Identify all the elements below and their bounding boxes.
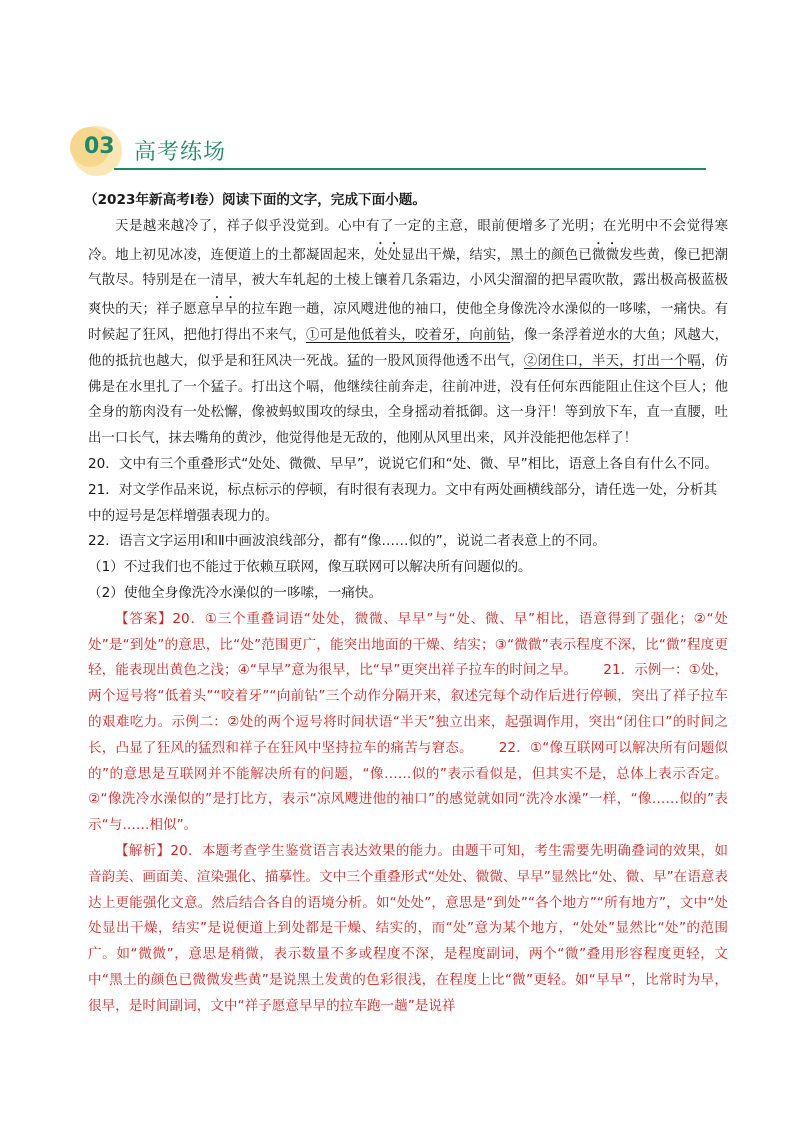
section-title: 高考练场 [134,140,227,165]
passage-text: ，仿佛是在水里扎了一个猛子。打出这个嗝，他继续往前奔走，往前冲进，没有任何东西能阻止住这个巨人；他全身的筋肉没有一处松懈，像被蚂蚁围攻的绿虫，全身摇动着抵御。这一身汗！等到放下车，直一直腰，吐出一口长气，抹去嘴角的黄沙，他觉得他是无敌的，他刚从风里出来，风并没能把他怎样了！ [88,353,729,447]
underlined-sentence-2: ②闭住口，半天，打出一个嗝 [523,353,701,369]
passage-text: 的拉车跑一趟， [237,302,334,318]
answer-20: 20．①三个重叠词语“处处，微微、早早”与“处、微、早”相比，语意得到了强化；②“处处”是“到处”的意思，比“处”范围更广，能突出地面的干燥、结实；③“微微”表示程度不深，比“微”程度更轻，能表现出黄色之浅；④“早早”意为很早，比“早”更突出祥子拉车的时间之早。 [88,610,728,679]
reading-passage [88,214,728,452]
question-21: 21．对文学作品来说，标点标示的停顿，有时很有表现力。文中有两处画横线部分，请任选一处，分析其中的逗号是怎样增强表现力的。 [88,481,718,524]
passage-text: 显出干燥，结实，黑土的颜色已 [401,247,593,263]
question-20: 20．文中有三个重叠形式“处处、微微、早早”，说说它们和“处、微、早”相比，语意上各自有什么不同。 [88,455,718,472]
passage-text: 天是越来越冷了，祥子似乎没觉到。心中有了一定的主意，眼前便增多了光明；在光明中不会觉得寒冷。地上初见冰凌，连便道上的土都凝固起来， [88,218,728,263]
reduplicated-word: 早早 [210,302,238,318]
passage-text: 。有时候起了狂风，把他打得出不来气， [88,302,729,343]
underlined-sentence-1: ①可是他低着头，咬着牙，向前钻 [305,327,511,343]
answer-22: 22．①“像互联网可以解决所有问题似的”的意思是互联网并不能解决所有的问题，“像……似的”表示看似是，但其实不是，总体上表示否定。②“像洗冷水澡似的”是打比方，表示“凉风飕进他的袖口”的感觉就如同“洗冷水澡”一样，“像……似的”表示“与……相似”。 [88,739,728,834]
content [84,188,729,1020]
analysis-text: 20．本题考查学生鉴赏语言表达效果的能力。由题干可知，考生需要先明确叠词的效果，如音韵美、画面美、渲染强化、描摹性。文中三个重叠形式“处处、微微、早早”显然比“处、微、早”在语意表达上更能强化文意。然后结合各自的语境分析。如“处处”，意思是“到处”“各个地方”“所有地方”，文中“处处显出干燥，结实”是说便道上到处都是干燥、结实的，而“处”意为某个地方，“处处”显然比“处”的范围广。如“微微”，意思是稍微，表示数量不多或程度不深，是程度副词，两个“微”叠用形容程度更轻，文中“黑土的颜色已微微发些黄”是说黑土发黄的色彩很浅，在程度上比“微”更轻。如“早早”，比常时为早，很早，是时间副词，文中“祥子愿意早早的拉车跑一趟”是说祥 [88,842,729,1014]
passage-text: ，像一条浮着逆水的大鱼；风越大，他的抵抗也越大，似乎是和狂风决一死战。猛的一股风顶得他透不出气， [88,327,729,369]
analysis-tag: 【解析】 [115,842,171,859]
section-number: 03 [84,134,115,159]
question-22: 22．语言文字运用Ⅰ和Ⅱ中画波浪线部分，都有“像……似的”，说说二者表意上的不同。 [88,533,606,550]
section-divider [114,168,706,170]
answer-tag: 【答案】 [115,610,173,627]
answer-block [88,607,728,839]
reduplicated-word: 处处 [374,247,402,263]
reduplicated-word: 微微 [592,247,620,263]
analysis-block [88,839,728,1020]
passage-text: 发些黄，像已把潮气散尽。特别是在一清早，被大车轧起的土棱上镶着几条霜边，小风尖溜溜的把早霞吹散，露出极高极蓝极爽快的天；祥子愿意 [88,247,729,318]
section-header [66,124,706,174]
passage-text: 凉风飕进他的袖口，使他全身像洗冷水澡似的一哆嗦，一痛快 [333,302,702,318]
question-22-item-2: （2）使他全身像洗冷水澡似的一哆嗦，一痛快。 [88,584,383,601]
answer-21: 21．示例一：①处，两个逗号将“低着头”“咬着牙”“向前钻”三个动作分隔开来，叙述完每个动作后进行停顿，突出了祥子拉车的艰难吃力。示例二：②处的两个逗号将时间状语“半天”独立出来，起强调作用，突出“闭住口”的时间之长，凸显了狂风的猛烈和祥子在狂风中坚持拉车的痛苦与窘态。 [88,662,729,756]
question-22-item-1: （1）不过我们也不能过于依赖互联网，像互联网可以解决所有问题似的。 [88,559,532,576]
question-source: （2023年新高考Ⅰ卷）阅读下面的文字，完成下面小题。 [84,192,426,208]
